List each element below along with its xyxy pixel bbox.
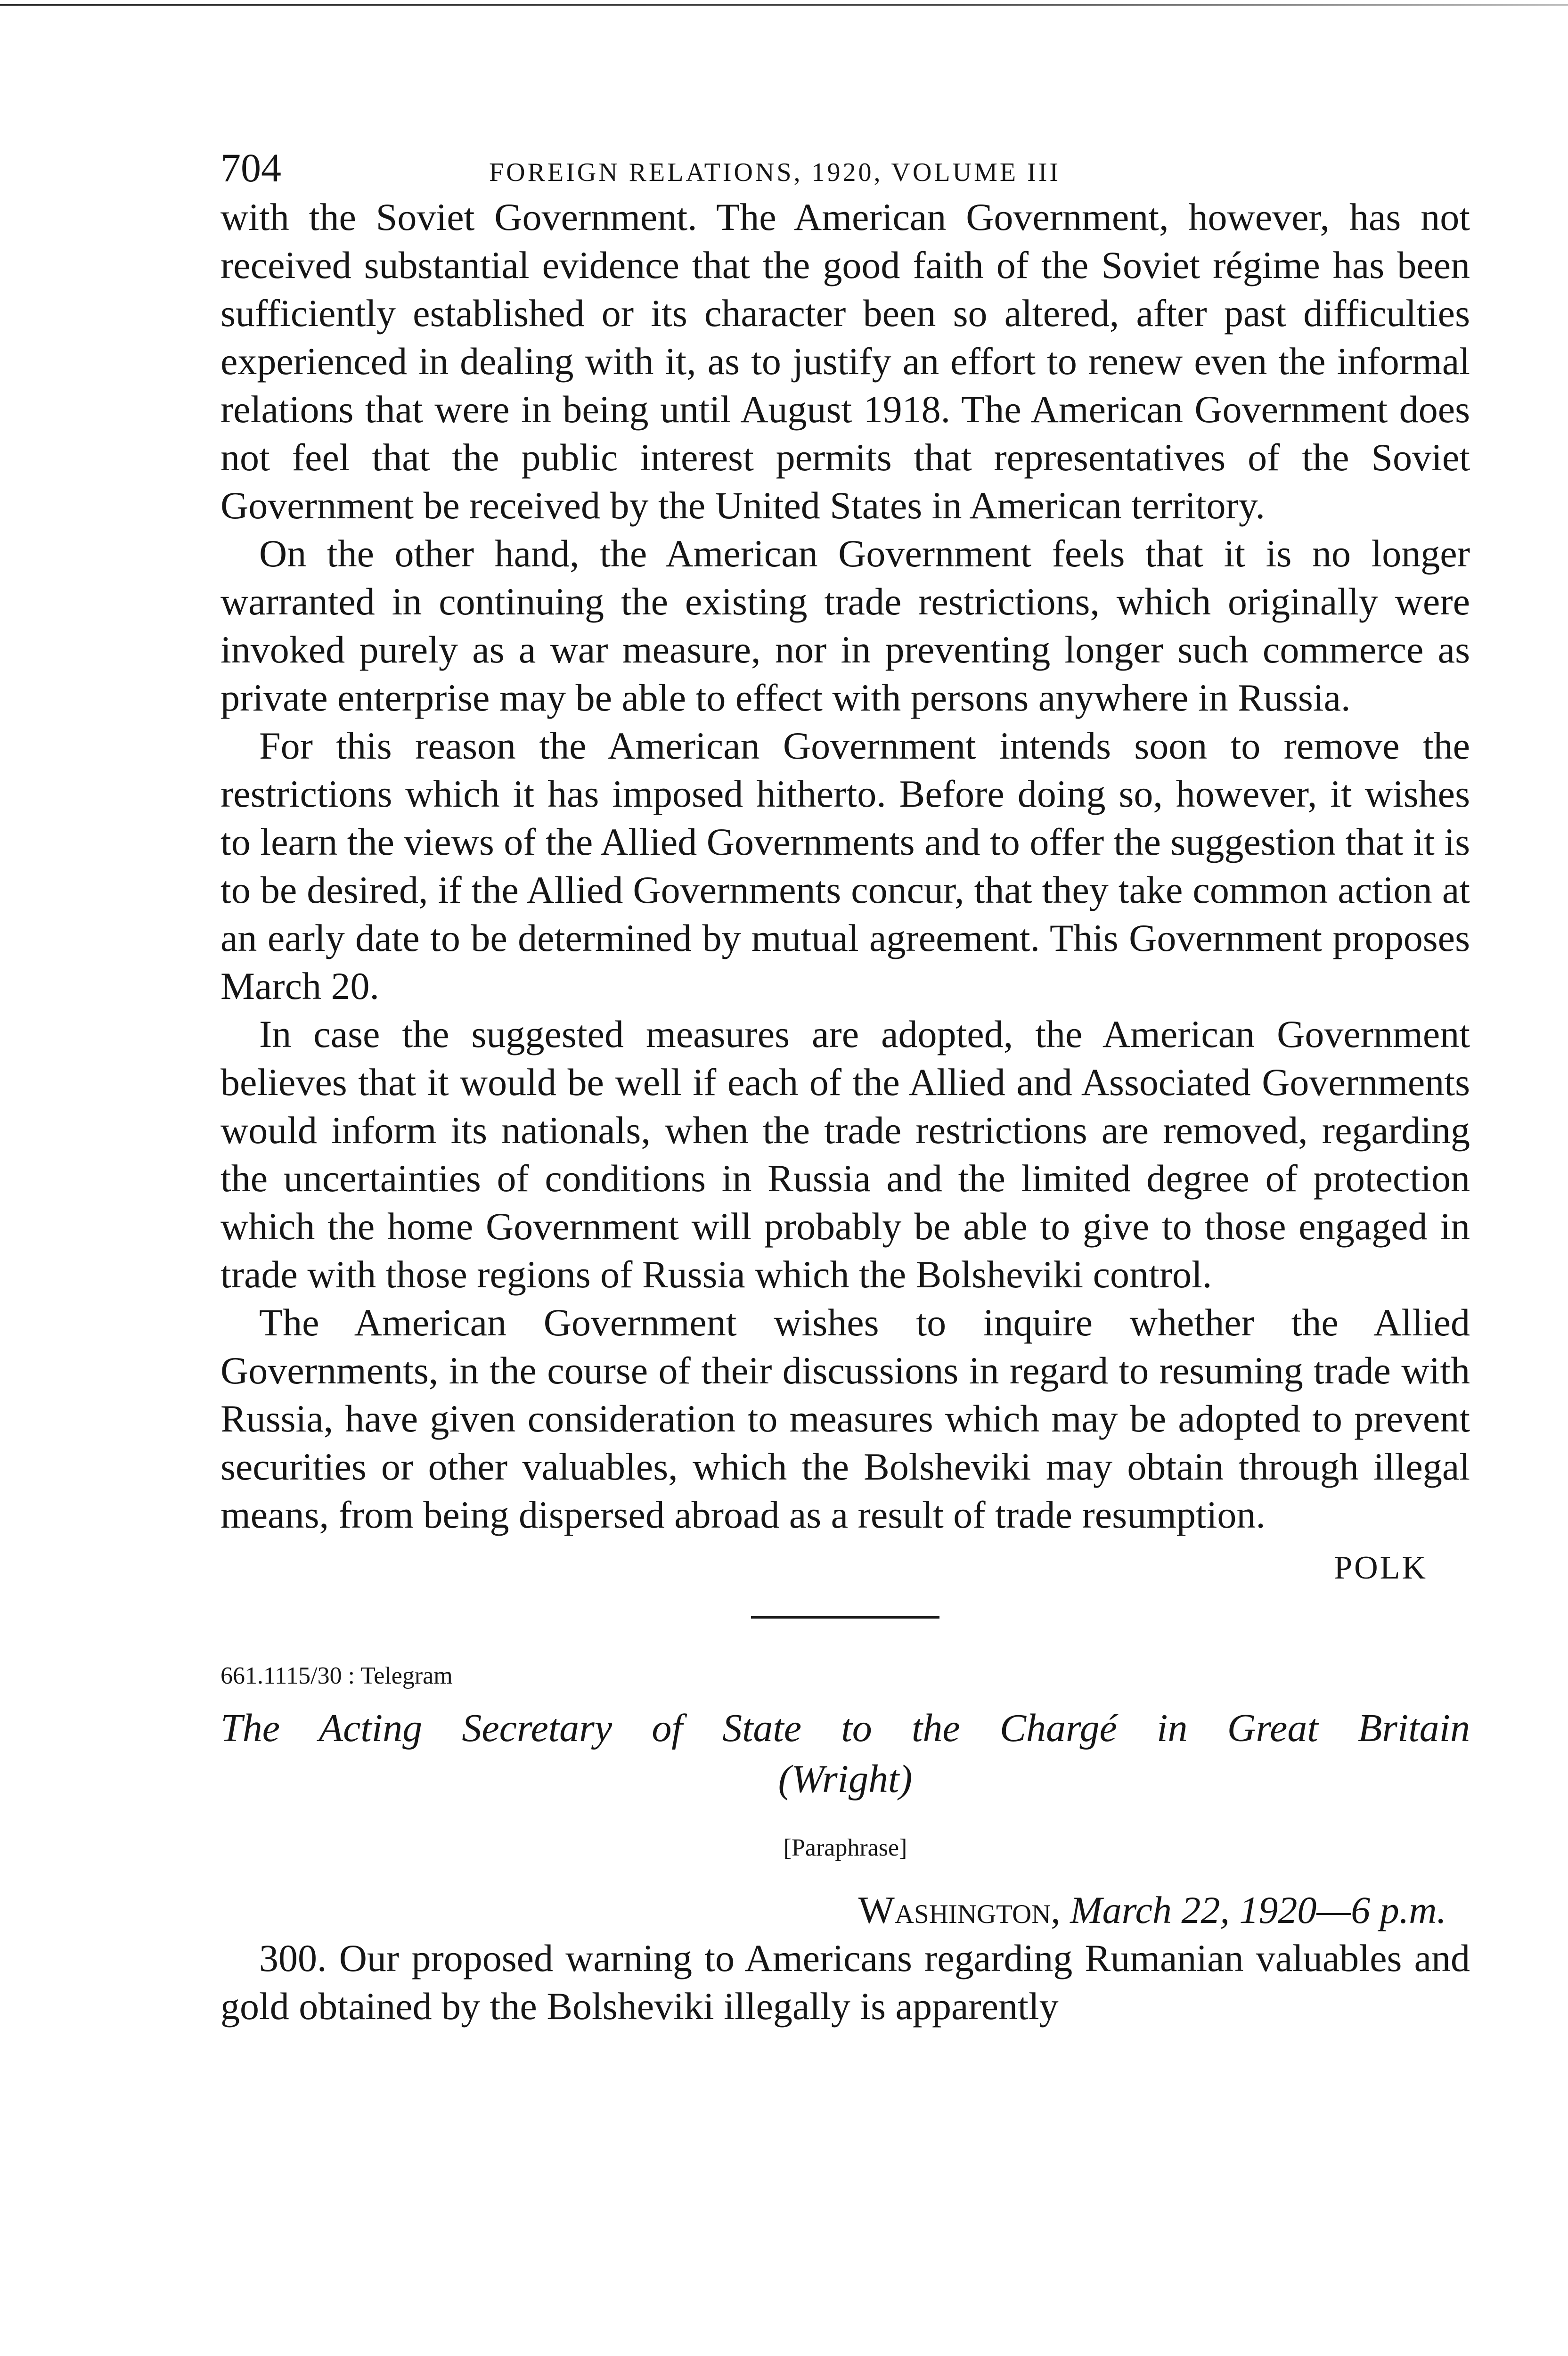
body-paragraph-3: For this reason the American Government intends soon to remove the restrictions which it has imposed hitherto. Before doing so, however, it wishes to learn the views of the Allied Governments and to offer the suggestion that it is to be desired, if the Allied Governments concur, that they take common action at an early date to be determined by mutual agreement. This Government proposes March 20.	[220, 724, 1470, 1007]
telegram-body	[220, 1934, 1470, 2030]
page-top-rule	[0, 4, 1568, 6]
telegram-paragraph-1: 300. Our proposed warning to Americans regarding Rumanian valuables and gold obtained by the Bolsheviki illegally is apparently	[220, 1937, 1470, 2028]
running-title: FOREIGN RELATIONS, 1920, VOLUME III	[489, 158, 1061, 187]
dateline	[220, 1888, 1470, 1932]
file-reference: 661.1115/30 : Telegram	[220, 1662, 453, 1689]
body-paragraph-5: The American Government wishes to inquire whether the Allied Governments, in the course of their discussions in regard to resuming trade with Russia, have given consideration to measures which may be adopted to prevent securities or other valuables, which the Bolsheviki may obtain through illegal means, from being dispersed abroad as a result of trade resumption.	[220, 1301, 1470, 1536]
body-paragraph-1: with the Soviet Government. The American Government, however, has not received substantial evidence that the good faith of the Soviet régime has been sufficiently established or its character been so altered, after past difficulties experienced in dealing with it, as to justify an effort to renew even the informal relations that were in being until August 1918. The American Government does not feel that the public interest permits that representatives of the Soviet Government be received by the United States in American territory.	[220, 196, 1470, 527]
body-paragraph-4: In case the suggested measures are adopted, the American Government believes that it would be well if each of the Allied and Associated Governments would inform its nationals, when the trade restrictions are removed, regarding the uncertainties of conditions in Russia and the limited degree of protection which the home Government will probably be able to give to those engaged in trade with those regions of Russia which the Bolsheviki control.	[220, 1013, 1470, 1296]
document-page	[220, 137, 1470, 2030]
dateline-place: Washington,	[858, 1889, 1061, 1931]
paraphrase-note: [Paraphrase]	[783, 1834, 907, 1861]
letter-body	[220, 193, 1470, 1539]
dateline-date: March 22, 1920—6 p.m.	[1070, 1889, 1446, 1931]
signature: POLK	[1334, 1550, 1428, 1586]
body-paragraph-2: On the other hand, the American Government feels that it is no longer warranted in continuing the existing trade restrictions, which originally were invoked purely as a war measure, nor in preventing longer such commerce as private enterprise may be able to effect with persons anywhere in Russia.	[220, 532, 1470, 719]
running-head	[220, 137, 1470, 193]
section-divider	[751, 1616, 939, 1619]
document-heading	[220, 1703, 1470, 1805]
document-heading-line1: The Acting Secretary of State to the Chargé in Great Britain	[220, 1706, 1470, 1750]
page-number: 704	[220, 145, 281, 190]
document-heading-line2: (Wright)	[778, 1757, 913, 1801]
